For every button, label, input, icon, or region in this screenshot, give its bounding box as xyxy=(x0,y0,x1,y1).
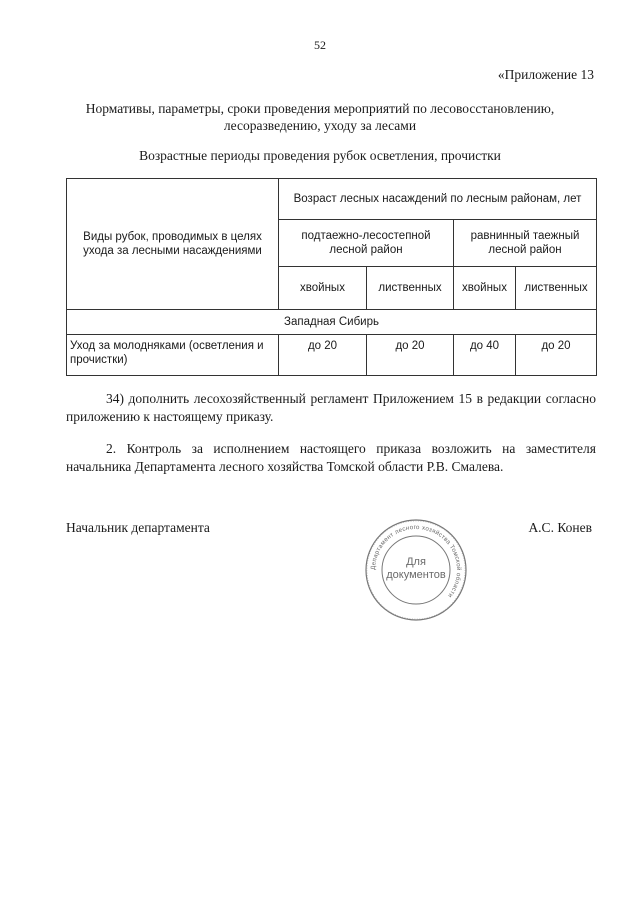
paragraph-34 xyxy=(66,390,596,426)
table-cell: до 20 xyxy=(367,335,454,376)
paragraph-control-text: 2. Контроль за исполнением настоящего приказа возложить на заместителя начальника Департамента лесного хозяйства Томской области Р.В. Смалева. xyxy=(66,441,596,474)
stamp-line-1: Для xyxy=(406,556,426,568)
table-row xyxy=(67,335,597,376)
age-periods-table xyxy=(66,178,597,376)
region-row: Западная Сибирь xyxy=(67,310,597,335)
subheader-deciduous-2: лиственных xyxy=(516,267,597,310)
stamp-line-2: документов xyxy=(386,569,446,581)
document-title xyxy=(70,100,570,134)
table-caption: Возрастные периоды проведения рубок осветления, прочистки xyxy=(139,148,501,163)
subheader-deciduous-1: лиственных xyxy=(367,267,454,310)
table-cell: до 20 xyxy=(279,335,367,376)
row-label: Уход за молодняками (осветления и прочистки) xyxy=(67,335,279,376)
signature-position: Начальник департамента xyxy=(66,520,210,535)
header-district-2: равнинный таежный лесной район xyxy=(454,220,597,267)
subheader-coniferous-1: хвойных xyxy=(279,267,367,310)
header-cutting-types: Виды рубок, проводимых в целях ухода за лесными насаждениями xyxy=(67,179,279,310)
stamp-ring-text: Департамент лесного хозяйства Томской области xyxy=(369,523,463,600)
title-line-1: Нормативы, параметры, сроки проведения мероприятий по лесовосстановлению, xyxy=(85,101,555,116)
paragraph-control xyxy=(66,440,596,476)
page-number: 52 xyxy=(314,38,326,52)
subheader-coniferous-2: хвойных xyxy=(454,267,516,310)
table-cell: до 20 xyxy=(516,335,597,376)
title-line-2: лесоразведению, уходу за лесами xyxy=(223,118,417,133)
header-district-1: подтаежно-лесостепной лесной район xyxy=(279,220,454,267)
stamp-text xyxy=(364,556,468,582)
header-stand-age: Возраст лесных насаждений по лесным районам, лет xyxy=(279,179,597,220)
table-cell: до 40 xyxy=(454,335,516,376)
appendix-label: «Приложение 13 xyxy=(497,67,594,82)
paragraph-34-text: 34) дополнить лесохозяйственный регламент Приложением 15 в редакции согласно приложению к настоящему приказу. xyxy=(66,391,596,424)
signature-name: А.С. Конев xyxy=(528,520,592,535)
